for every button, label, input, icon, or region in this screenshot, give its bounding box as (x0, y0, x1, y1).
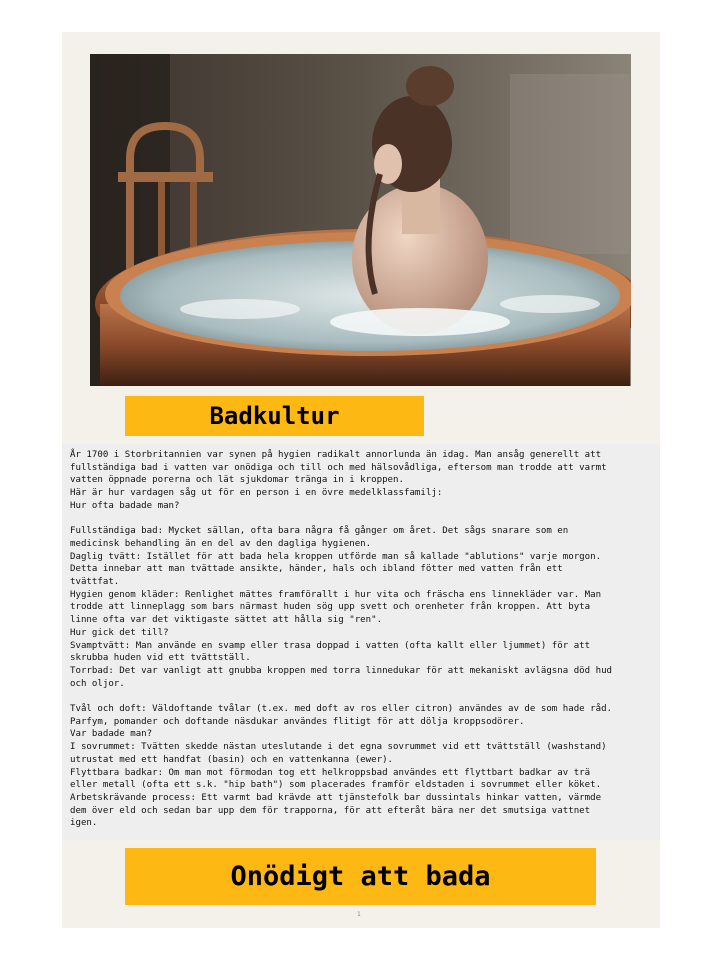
page-title: Badkultur (209, 402, 340, 430)
body-line: linne ofta var det viktigaste sättet att hålla sig "ren". (70, 615, 383, 626)
body-line: Här är hur vardagen såg ut för en person i en övre medelklassfamilj: (70, 488, 443, 499)
bath-photo (90, 54, 631, 386)
body-line: Torrbad: Det var vanligt att gnubba kroppen med torra linnedukar för att mekaniskt avlägsna död hud (70, 665, 613, 676)
body-line: Detta innebar att man tvättade ansikte, händer, hals och ibland fötter med vatten från ett (70, 564, 563, 575)
body-line (70, 690, 650, 703)
body-line: medicinsk behandling än en del av den dagliga hygienen. (70, 538, 372, 549)
body-line: Fullständiga bad: Mycket sällan, ofta bara några få gånger om året. Det sågs snarare som en (70, 526, 569, 537)
body-line: Parfym, pomander och doftande näsdukar användes flitigt för att dölja kroppsodörer. (70, 716, 525, 727)
body-line: dem över eld och sedan bar upp dem för trapporna, för att efteråt bära ner det smutsiga vattnet (70, 805, 591, 816)
body-line: trodde att linneplagg som bars närmast huden sög upp svett och orenheter från kroppen. Att byta (70, 602, 591, 613)
body-line: vatten öppnade porerna och lät sjukdomar tränga in i kroppen. (70, 475, 404, 486)
body-line: Svamptvätt: Man använde en svamp eller trasa doppad i vatten (ofta kallt eller ljummet) för att (70, 640, 591, 651)
title-banner (125, 396, 424, 436)
body-line: tvättfat. (70, 577, 120, 588)
body-line: Hygien genom kläder: Renlighet mättes framförallt i hur vita och fräscha ens linnekläder var. Man (70, 589, 602, 600)
body-line: Var badade man? (70, 729, 153, 740)
body-line: eller metall (ofta ett s.k. "hip bath") som placerades framför eldstaden i sovrummet eller köket. (70, 780, 602, 791)
body-line: Daglig tvätt: Istället för att bada hela kroppen utförde man så kallade "ablutions" varje morgon. (70, 551, 602, 562)
body-line: och oljor. (70, 678, 125, 689)
body-line: igen. (70, 818, 98, 829)
body-line: Tvål och doft: Väldoftande tvålar (t.ex. med doft av ros eller citron) användes av de som hade råd. (70, 704, 613, 715)
footer-banner (125, 848, 596, 905)
body-line: Flyttbara badkar: Om man mot förmodan tog ett helkroppsbad användes ett flyttbart badkar av trä (70, 767, 591, 778)
body-line (70, 513, 650, 526)
body-line: Hur ofta badade man? (70, 500, 180, 511)
woman-in-copper-bathtub-icon (90, 54, 631, 386)
body-text (70, 449, 650, 830)
body-line: fullständiga bad i vatten var onödiga och till och med hälsovådliga, eftersom man trodde att varmt (70, 462, 607, 473)
page-number: 1 (357, 911, 361, 918)
body-line: Hur gick det till? (70, 627, 169, 638)
body-line: Arbetskrävande process: Ett varmt bad krävde att tjänstefolk bar dussintals hinkar vatten, värmde (70, 792, 602, 803)
body-line: utrustat med ett handfat (basin) och en vattenkanna (ewer). (70, 754, 394, 765)
footer-title: Onödigt att bada (230, 861, 491, 892)
body-line: skrubba huden vid ett tvättställ. (70, 653, 251, 664)
body-line: I sovrummet: Tvätten skedde nästan uteslutande i det egna sovrummet vid ett tvättställ (washstand) (70, 742, 607, 753)
body-line: År 1700 i Storbritannien var synen på hygien radikalt annorlunda än idag. Man ansåg generellt att (70, 450, 602, 460)
